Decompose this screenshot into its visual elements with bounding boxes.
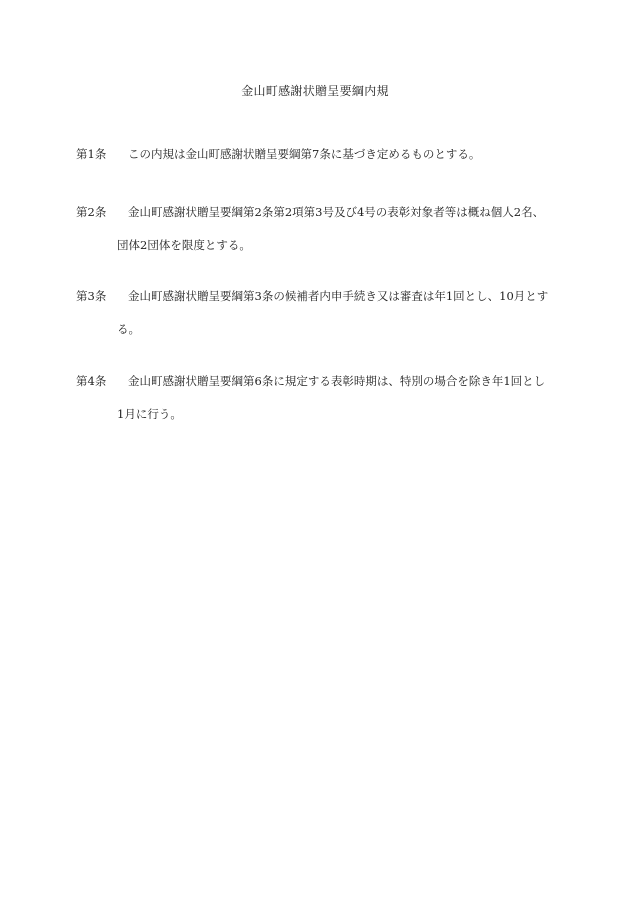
article-4 [76, 373, 576, 423]
article-line [76, 146, 576, 163]
article-line [76, 373, 576, 390]
article-number: 第1条 [76, 147, 107, 161]
article-line [76, 237, 576, 254]
article-number: 第2条 [76, 205, 107, 219]
line-gap [76, 221, 576, 237]
document-title: 金山町感謝状贈呈要綱内規 [241, 84, 389, 98]
article-2 [76, 204, 576, 254]
line-gap [76, 390, 576, 406]
article-text: 金山町感謝状贈呈要綱第6条に規定する表彰時期は、特別の場合を除き年1回とし [128, 374, 546, 388]
article-line [76, 406, 576, 423]
article-text: 金山町感謝状贈呈要綱第2条第2項第3号及び4号の表彰対象者等は概ね個人2名、 [128, 205, 545, 219]
line-gap [76, 305, 576, 321]
article-text: この内規は金山町感謝状贈呈要綱第7条に基づき定めるものとする。 [128, 147, 481, 161]
article-number: 第3条 [76, 289, 107, 303]
article-text-continued: 1月に行う。 [117, 407, 182, 421]
article-text-continued: 団体2団体を限度とする。 [117, 238, 251, 252]
article-3 [76, 288, 576, 338]
article-line [76, 321, 576, 338]
article-1 [76, 146, 576, 163]
article-number: 第4条 [76, 374, 107, 388]
article-line [76, 204, 576, 221]
article-text: 金山町感謝状贈呈要綱第3条の候補者内申手続き又は審査は年1回とし、10月とす [128, 289, 549, 303]
article-text-continued: る。 [117, 322, 140, 336]
article-line [76, 288, 576, 305]
